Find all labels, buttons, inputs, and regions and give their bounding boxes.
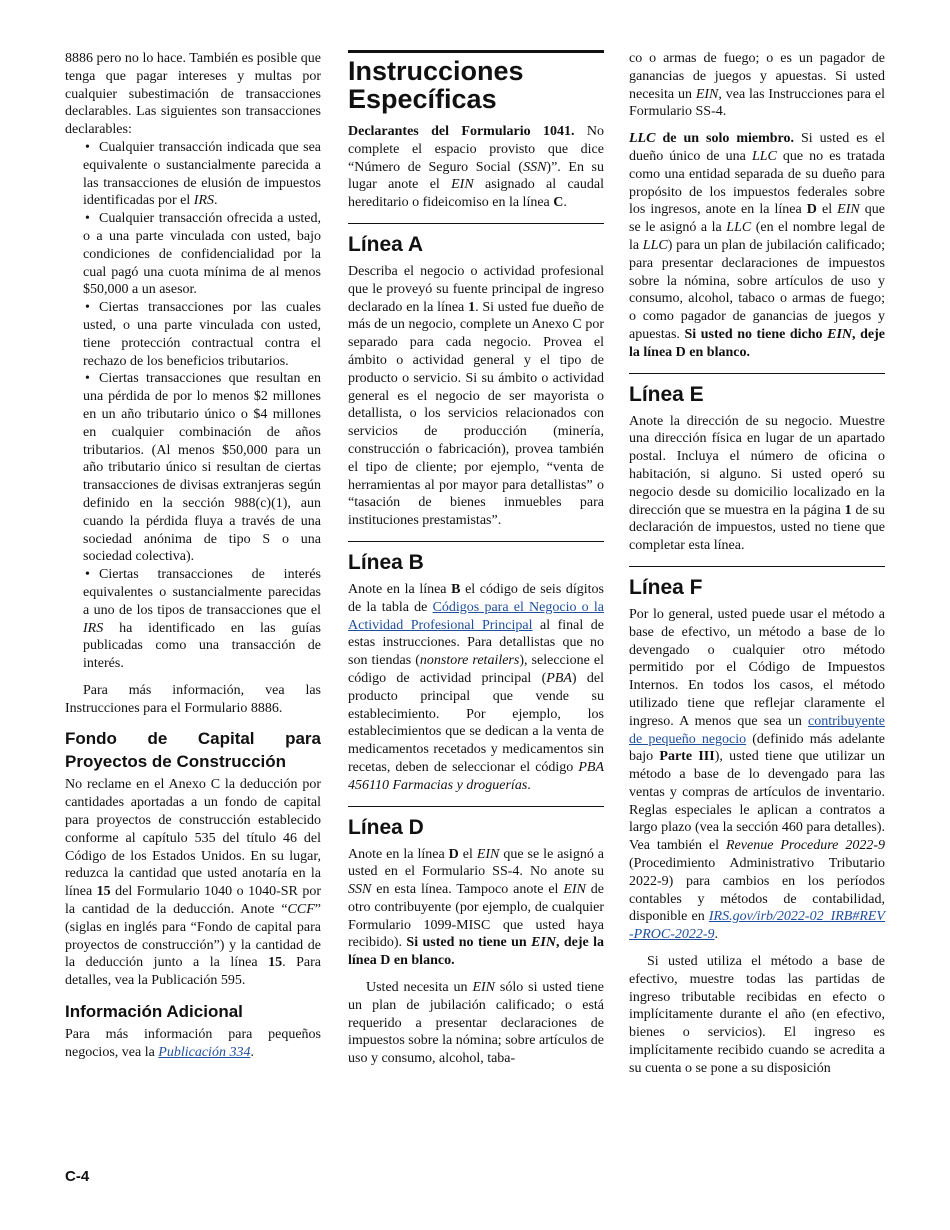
paragraph: Usted necesita un EIN sólo si usted tiene un plan de jubilación calificado; o está requerido a presentar declaraciones de impuestos sobre la nómina; sobre artículos de uso y consumo, alcohol, taba- — [348, 980, 605, 1067]
bullet-item: • Ciertas transacciones que resultan en una pérdida de por lo menos $2 millones en un año tributario único o $4 millones en cualquier combinación de años tributarios. (Al menos $50,000 para un año tributario único si resultan de ciertas transacciones de divisas extranjeras según definido en la sección 988(c)(1), aun cuando la pérdida fluya a través de una sociedad anónima de tipo S o una sociedad colectiva). — [65, 370, 321, 566]
section-heading: Línea A — [348, 223, 604, 258]
column-right — [629, 50, 885, 1078]
paragraph: Anote en la línea B el código de seis dígitos de la tabla de Códigos para el Negocio o la Actividad Profesional Principal al final de estas instrucciones. Para detallistas que no son tiendas (nonstore retailers), seleccione el código de actividad principal (PBA) del producto principal que vende su establecimiento. Por ejemplo, los establecimientos que se dedican a la venta de medicamentos recetados y medicamentos sin recetas, deben de seleccionar el código PBA 456110 Farmacias y droguerías. — [348, 581, 605, 793]
paragraph: Para más información, vea las Instrucciones para el Formulario 8886. — [65, 682, 321, 716]
paragraph: Por lo general, usted puede usar el método a base de efectivo, un método a base de lo devengado o cualquier otro método permitido por el Código de Impuestos Internos. En todos los casos, el método utilizado tiene que reflejar claramente el ingreso. A menos que sea un contribuyente de pequeño negocio (definido más adelante bajo Parte III), usted tiene que utilizar un método a base de lo devengado para las ventas y compras de artículos de inventario. Reglas especiales le aplican a contratos a largo plazo (vea la sección 460 para detalles). Vea también el Revenue Procedure 2022-9 (Procedimiento Administrativo Tributario 2022-9) para cambios en los períodos contables y métodos de contabilidad, disponible en IRS.gov/irb/2022-02_IRB#REV-PROC-2022-9. — [629, 606, 885, 943]
publication-334-link[interactable]: Publicación 334 — [158, 1044, 251, 1060]
column-middle — [348, 50, 604, 1068]
business-codes-link[interactable]: Códigos para el Negocio o la Actividad Profesional Principal — [348, 599, 604, 633]
paragraph: LLC de un solo miembro. Si usted es el dueño único de una LLC que no es tratada como una entidad separada de su dueño para propósito de los impuestos federales sobre los ingresos, anote en la línea D el EIN que se le asignó a la LLC (en el nombre legal de la LLC) para un plan de jubilación calificado; para presentar declaraciones de impuestos sobre la nómina, sobre artículos de uso y consumo, alcohol, tabaco o armas de fuego; o como pagador de ganancias de juegos y apuestas. Si usted no tiene dicho EIN, deje la línea D en blanco. — [629, 131, 886, 360]
section-heading: Línea F — [629, 566, 885, 601]
page-title: Instrucciones Específicas — [348, 50, 604, 113]
bullet-item: • Cualquier transacción indicada que sea equivalente o sustancialmente parecida a las transacciones de elusión de impuestos identificadas por el IRS. — [65, 139, 321, 210]
paragraph: Describa el negocio o actividad profesional que le proveyó su fuente principal de ingreso declarado en la línea 1. Si usted fue dueño de más de un negocio, complete un Anexo C por separado para cada negocio. Provea el ámbito o actividad general y el tipo de producto o servicio. Si su ámbito o actividad general es el negocio de ser mayorista o detallista, o los servicios relacionados con servicios de producción (minería, construcción o fabricación), provea también el tipo de cliente; por ejemplo, “venta de herramientas al por mayor para detallistas” o “tasación de bienes inmuebles para instituciones prestamistas”. — [348, 263, 604, 529]
page-number: C-4 — [65, 1168, 90, 1185]
section-heading: Línea E — [629, 373, 885, 408]
section-heading: Fondo de Capital para Proyectos de Construcción — [65, 729, 321, 772]
irb-url-link[interactable]: IRS.gov/irb/2022-02_IRB#REV-PROC-2022-9 — [629, 909, 885, 943]
bullet-item: • Ciertas transacciones de interés equivalentes o sustancialmente parecidas a uno de los tipos de transacciones que el IRS ha identificado en las guías publicadas como una transacción de interés. — [65, 566, 321, 673]
paragraph: Anote la dirección de su negocio. Muestre una dirección física en lugar de un apartado postal. Incluya el número de oficina o habitación, si alguno. Si usted operó su negocio desde su domicilio localizado en la dirección que se muestra en la página 1 de su declaración de impuestos, usted no tiene que completar esta línea. — [629, 413, 885, 554]
section-heading: Información Adicional — [65, 1002, 243, 1022]
section-heading: Línea B — [348, 541, 604, 576]
bullet-item: • Cualquier transacción ofrecida a usted, o a una parte vinculada con usted, bajo condiciones de confidencialidad por la cual pagó una cuota mínima de al menos $50,000 a un asesor. — [65, 210, 321, 299]
section-heading: Línea D — [348, 806, 604, 841]
column-left — [65, 50, 321, 1062]
paragraph: 8886 pero no lo hace. También es posible que tenga que pagar intereses y multas por cualquier subestimación de transacciones declarables. Las siguientes son transacciones declarables: — [65, 51, 321, 138]
paragraph: Para más información para pequeños negocios, vea la Publicación 334. — [65, 1027, 321, 1060]
paragraph: Si usted utiliza el método a base de efectivo, muestre todas las partidas de ingreso tributable recibidas en efecto o implícitamente durante el año (en efectivo, bienes o servicios). El ingreso es implícitamente recibido cuando se acredita a su cuenta o se pone a su disposición — [629, 954, 885, 1076]
paragraph: Anote en la línea D el EIN que se le asignó a usted en el Formulario SS-4. No anote su SSN en esta línea. Tampoco anote el EIN de otro contribuyente (por ejemplo, de cualquier Formulario 1099-MISC que usted haya recibido). Si usted no tiene un EIN, deje la línea D en blanco. — [348, 846, 605, 969]
paragraph: No reclame en el Anexo C la deducción por cantidades aportadas a un fondo de capital para proyectos de construcción establecido conforme al capítulo 535 del título 46 del Código de los Estados Unidos. En su lugar, reduzca la cantidad que usted anotaría en la línea 15 del Formulario 1040 o 1040-SR por la cantidad de la deducción. Anote “CCF” (siglas en inglés para “Fondo de capital para proyectos de construcción”) y la cantidad de la deducción junto a la línea 15. Para detalles, vea la Publicación 595. — [65, 777, 321, 989]
paragraph: Declarantes del Formulario 1041. No complete el espacio provisto que dice “Número de Seguro Social (SSN)”. En su lugar anote el EIN asignado al caudal hereditario o fideicomiso en la línea C. — [348, 124, 604, 211]
bullet-item: • Ciertas transacciones por las cuales usted, o una parte vinculada con usted, tiene protección contractual contra el rechazo de los beneficios tributarios. — [65, 299, 321, 370]
small-business-taxpayer-link[interactable]: contribuyente de pequeño negocio — [629, 713, 885, 747]
paragraph: co o armas de fuego; o es un pagador de ganancias de juegos y apuestas. Si usted necesita un EIN, vea las Instrucciones para el Formulario SS-4. — [629, 51, 885, 120]
